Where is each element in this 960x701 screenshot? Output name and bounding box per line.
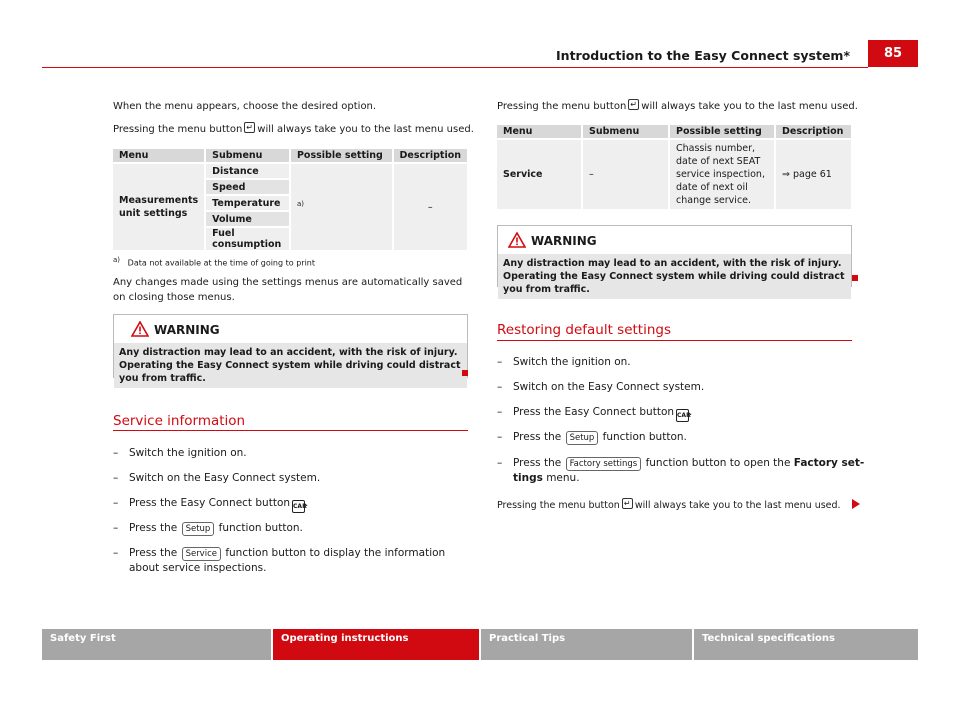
setup-button: Setup <box>566 431 599 445</box>
warning-icon <box>508 232 526 248</box>
table-header: Submenu <box>583 125 668 138</box>
warning-title: WARNING <box>154 323 220 337</box>
menu-button-note: Pressing the menu button↵ will always take you to the last menu used. <box>497 498 841 513</box>
table-cell-menu: Measurements unit settings <box>113 164 204 250</box>
table-header: Menu <box>497 125 581 138</box>
warning-title: WARNING <box>531 234 597 248</box>
service-button: Service <box>182 547 221 561</box>
warning-box <box>113 314 468 384</box>
menu-button-note: Pressing the menu button↵ will always take you to the last menu used. <box>497 99 858 114</box>
section-title: Service information <box>113 413 246 429</box>
table-cell-menu: Service <box>497 140 581 209</box>
table-cell-description: ⇒ page 61 <box>776 140 851 209</box>
table-cell-submenu: – <box>583 140 668 209</box>
section-rule <box>497 340 852 341</box>
table-cell-setting: Chassis number, date of next SEAT service inspection, date of next oil change service. <box>670 140 774 209</box>
warning-box <box>497 225 852 295</box>
header-rule <box>42 67 868 68</box>
table-cell-submenu: Temperature <box>206 196 289 210</box>
end-mark <box>462 370 468 376</box>
warning-text: Any distraction may lead to an accident, with the risk of injury. Operating the Easy Connect system while driving could distract you from traffic. <box>114 343 467 388</box>
table-header: Submenu <box>206 149 289 162</box>
warning-icon <box>131 321 149 337</box>
service-table <box>495 123 853 211</box>
end-mark <box>852 275 858 281</box>
table-cell-submenu: Speed <box>206 180 289 194</box>
footnote: a) Data not available at the time of going to print <box>113 256 315 268</box>
page-number: 85 <box>868 40 918 67</box>
footer-tab-practical[interactable]: Practical Tips <box>481 629 692 660</box>
menu-button-note: Pressing the menu button↵ will always take you to the last menu used. <box>113 122 474 137</box>
continue-arrow-icon <box>852 499 860 509</box>
table-cell-submenu: Fuel consumption <box>206 228 289 250</box>
page-header-title: Introduction to the Easy Connect system* <box>556 48 850 63</box>
footer-tab-safety[interactable]: Safety First <box>42 629 271 660</box>
section-rule <box>113 430 468 431</box>
table-cell-description: – <box>394 164 467 250</box>
settings-table <box>111 147 469 252</box>
intro-text: When the menu appears, choose the desired option. <box>113 101 377 112</box>
warning-text: Any distraction may lead to an accident, with the risk of injury. Operating the Easy Connect system while driving could distract you from traffic. <box>498 254 851 299</box>
setup-button: Setup <box>182 522 215 536</box>
table-header: Possible setting <box>670 125 774 138</box>
table-header: Possible setting <box>291 149 392 162</box>
table-header: Menu <box>113 149 204 162</box>
car-icon: CAR <box>292 500 305 513</box>
table-cell-submenu: Distance <box>206 164 289 178</box>
saved-note: Any changes made using the settings menus are automatically saved on closing those menus. <box>113 277 463 303</box>
factory-settings-button: Factory settings <box>566 457 642 471</box>
table-cell-setting: a) <box>291 164 392 250</box>
table-cell-submenu: Volume <box>206 212 289 226</box>
footer-tab-operating[interactable]: Operating instructions <box>273 629 479 660</box>
car-icon: CAR <box>676 409 689 422</box>
back-icon <box>622 498 633 509</box>
table-header: Description <box>776 125 851 138</box>
back-icon <box>628 99 639 110</box>
footer-tab-technical[interactable]: Technical specifications <box>694 629 918 660</box>
table-header: Description <box>394 149 467 162</box>
section-title: Restoring default settings <box>497 322 672 338</box>
back-icon <box>244 122 255 133</box>
